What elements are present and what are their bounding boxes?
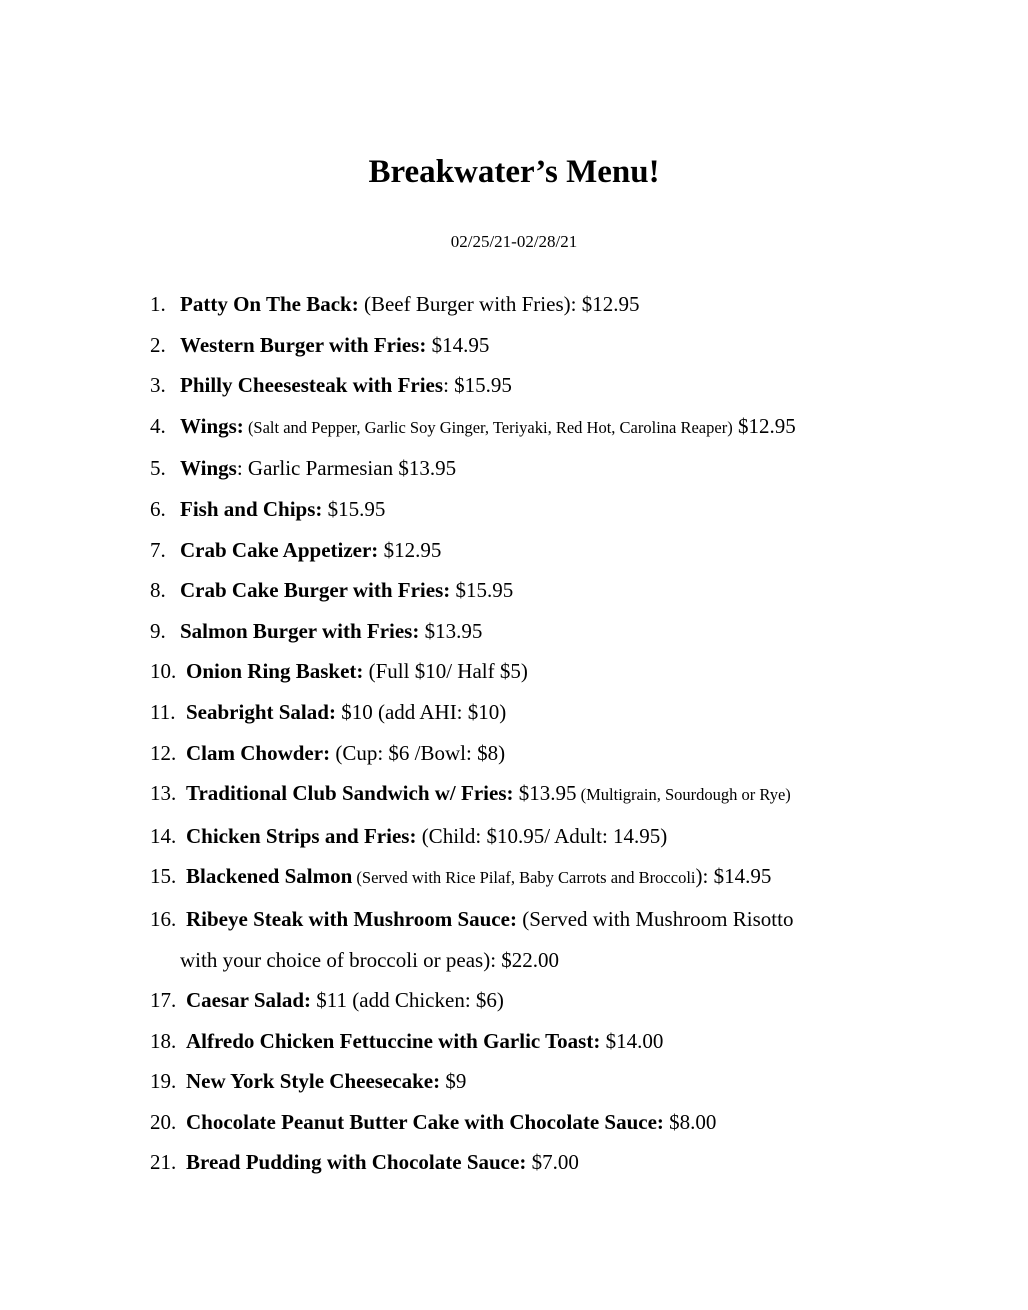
item-name: Philly Cheesesteak with Fries: [180, 373, 444, 398]
page-title: Breakwater’s Menu!: [368, 154, 660, 190]
menu-item: [150, 365, 950, 406]
menu-item: [150, 570, 950, 611]
item-number: 17.: [150, 988, 177, 1013]
menu-list: [150, 284, 950, 1183]
menu-item: [150, 448, 950, 489]
item-details: $14.00: [600, 1028, 664, 1053]
menu-item: [150, 733, 950, 774]
item-details: (Served with Mushroom Risotto: [516, 906, 794, 931]
item-number: 1.: [150, 292, 166, 316]
menu-item: [150, 1142, 950, 1183]
item-details: $13.95: [419, 618, 483, 643]
item-name: Crab Cake Burger with Fries:: [180, 578, 451, 603]
item-details-continuation: with your choice of broccoli or peas): $22.00: [180, 947, 560, 972]
menu-item: [150, 773, 950, 816]
item-number: 11.: [150, 699, 176, 724]
menu-item: [150, 530, 950, 571]
item-details: $14.95: [426, 332, 490, 357]
menu-item: [150, 1102, 950, 1143]
item-name: Ribeye Steak with Mushroom Sauce:: [186, 906, 517, 931]
item-number: 6.: [150, 496, 166, 521]
item-number: 4.: [150, 413, 166, 438]
item-details: $12.95: [732, 413, 796, 438]
item-name: Wings: [180, 456, 237, 481]
item-details: $9: [440, 1069, 467, 1094]
item-number: 10.: [150, 659, 177, 684]
item-details: : Garlic Parmesian $13.95: [236, 456, 457, 481]
item-name: Wings:: [180, 413, 244, 438]
item-number: 18.: [150, 1028, 177, 1053]
item-details: $15.95: [450, 578, 514, 603]
item-options: (Served with Rice Pilaf, Baby Carrots and Broccoli: [352, 868, 696, 888]
item-name: Crab Cake Appetizer:: [180, 537, 379, 562]
menu-item: [150, 1021, 950, 1062]
item-number: 5.: [150, 456, 166, 481]
menu-item: [150, 489, 950, 530]
item-number: 21.: [150, 1150, 177, 1175]
item-number: 8.: [150, 578, 166, 603]
menu-item: [150, 692, 950, 733]
item-name: Bread Pudding with Chocolate Sauce:: [186, 1150, 527, 1175]
item-number: 2.: [150, 332, 166, 357]
menu-item: [150, 611, 950, 652]
item-name: Western Burger with Fries:: [180, 332, 427, 357]
item-options: (Salt and Pepper, Garlic Soy Ginger, Teriyaki, Red Hot, Carolina Reaper): [243, 417, 733, 437]
item-details: (Cup: $6 /Bowl: $8): [330, 740, 506, 765]
item-number: 16.: [150, 906, 177, 931]
item-details: $12.95: [378, 537, 442, 562]
item-number: 20.: [150, 1109, 177, 1134]
item-number: 19.: [150, 1069, 177, 1094]
item-number: 7.: [150, 537, 166, 562]
menu-item: [150, 406, 950, 449]
item-details: (Full $10/ Half $5): [363, 659, 528, 684]
menu-item: [150, 325, 950, 366]
menu-item: [150, 856, 950, 899]
item-details: $8.00: [663, 1109, 717, 1134]
item-name: Seabright Salad:: [186, 699, 336, 724]
item-name: Salmon Burger with Fries:: [180, 618, 420, 643]
item-options: (Multigrain, Sourdough or Rye): [576, 785, 791, 805]
item-details: $11 (add Chicken: $6): [311, 988, 504, 1013]
menu-item: [150, 284, 950, 325]
item-name: Caesar Salad:: [186, 988, 312, 1013]
item-name: Traditional Club Sandwich w/ Fries:: [186, 781, 514, 806]
item-number: 3.: [150, 373, 166, 398]
item-details: (Beef Burger with Fries): $12.95: [358, 292, 640, 316]
item-details: $15.95: [322, 496, 386, 521]
item-number: 12.: [150, 740, 177, 765]
menu-item: [150, 980, 950, 1021]
item-details: $7.00: [526, 1150, 579, 1175]
item-details: $10 (add AHI: $10): [335, 699, 507, 724]
date-range: 02/25/21-02/28/21: [450, 232, 578, 251]
item-number: 15.: [150, 864, 177, 889]
menu-item: [150, 651, 950, 692]
item-details: : $15.95: [443, 373, 512, 398]
menu-item: [150, 899, 950, 980]
menu-item: [150, 816, 950, 857]
item-details: $13.95: [513, 781, 577, 806]
item-name: Fish and Chips:: [180, 496, 323, 521]
item-number: 14.: [150, 823, 177, 848]
item-name: Chicken Strips and Fries:: [186, 823, 417, 848]
item-number: 9.: [150, 618, 166, 643]
item-name: Chocolate Peanut Butter Cake with Chocolate Sauce:: [186, 1109, 664, 1134]
item-name: New York Style Cheesecake:: [186, 1069, 441, 1094]
menu-item: [150, 1061, 950, 1102]
item-name: Clam Chowder:: [186, 740, 331, 765]
item-details: ): $14.95: [695, 864, 772, 889]
item-details: (Child: $10.95/ Adult: 14.95): [416, 823, 668, 848]
item-name: Onion Ring Basket:: [186, 659, 364, 684]
item-name: Patty On The Back:: [180, 292, 359, 316]
item-name: Blackened Salmon: [186, 864, 353, 889]
item-number: 13.: [150, 781, 177, 806]
item-name: Alfredo Chicken Fettuccine with Garlic Toast:: [186, 1028, 601, 1053]
